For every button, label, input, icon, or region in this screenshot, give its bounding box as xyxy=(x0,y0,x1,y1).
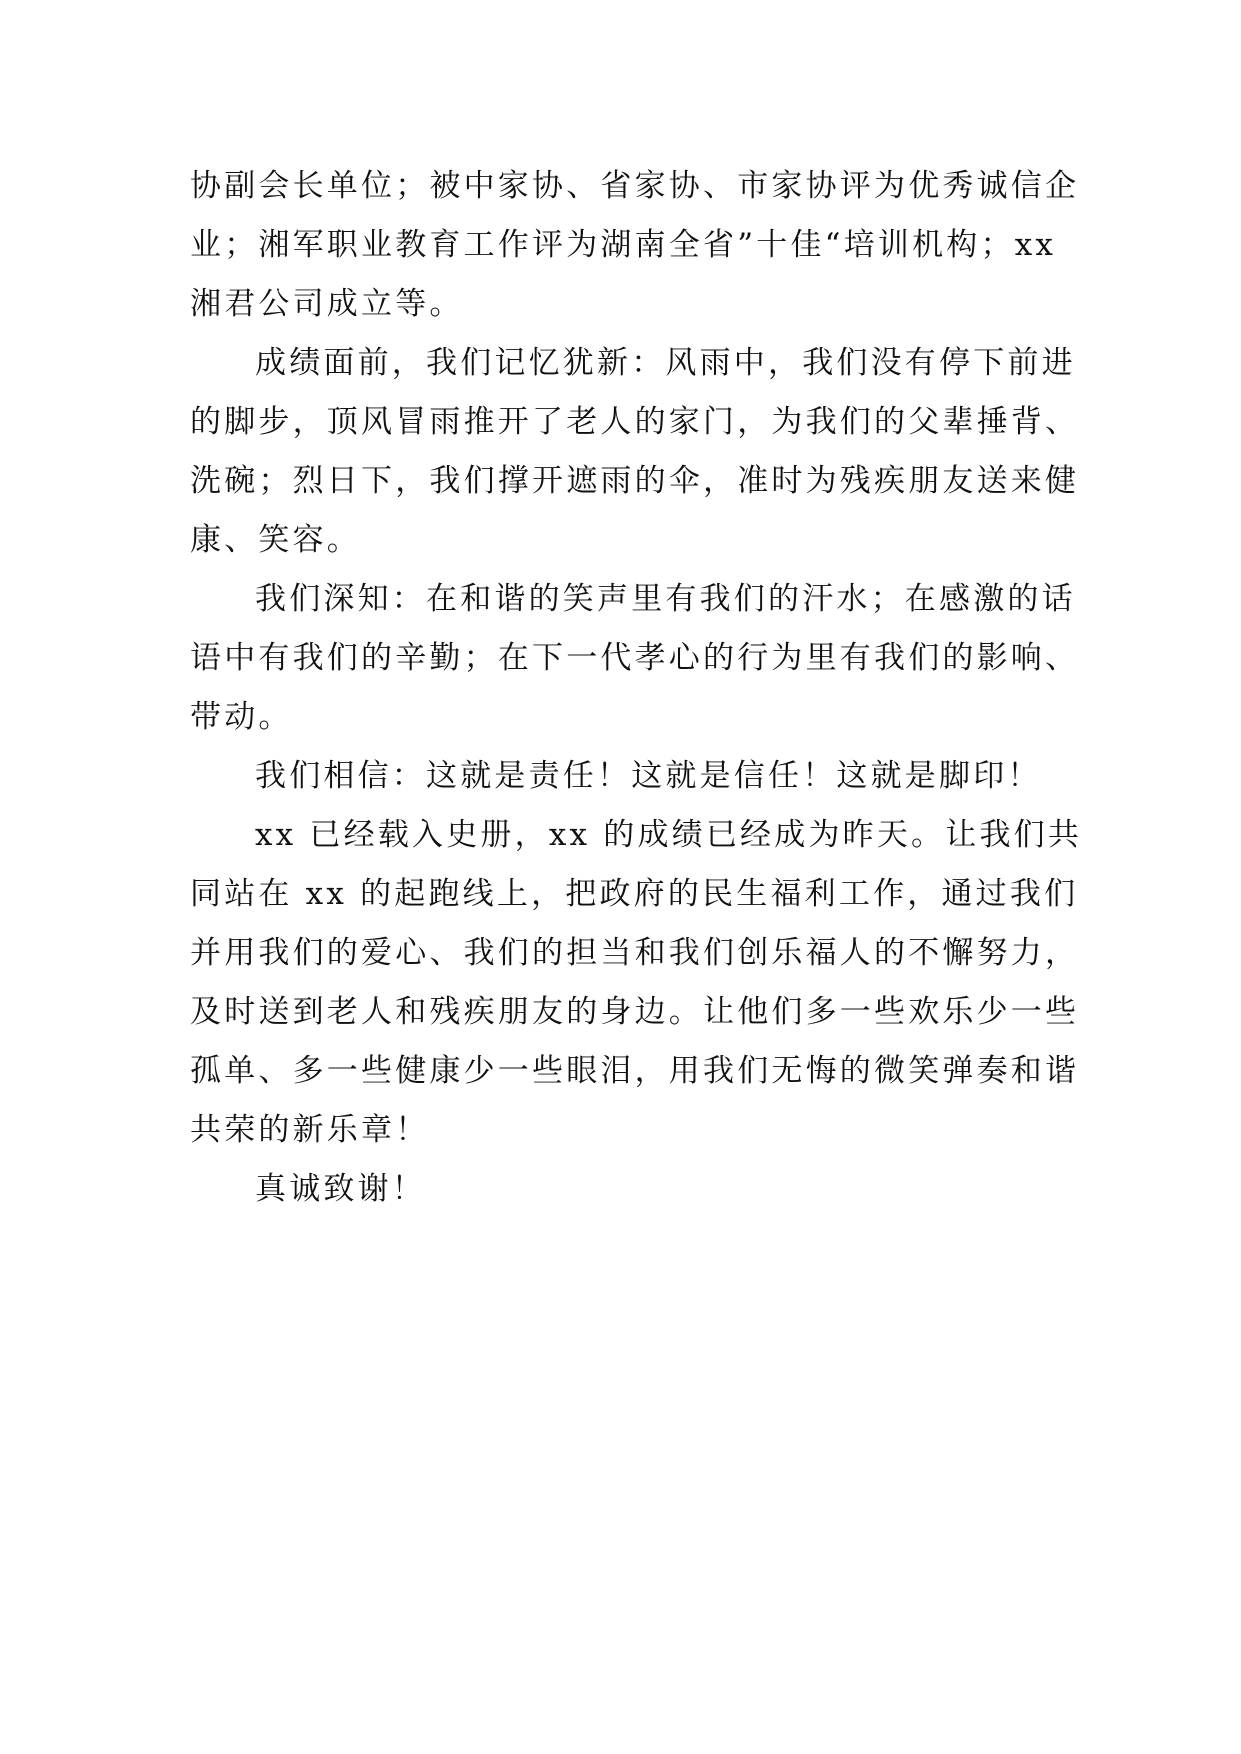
text-line: xx 已经载入史册，xx 的成绩已经成为昨天。让我们共 xyxy=(255,817,1083,853)
text-line: 洗碗；烈日下，我们撑开遮雨的伞，准时为残疾朋友送来健 xyxy=(190,463,1080,499)
text-line: 孤单、多一些健康少一些眼泪，用我们无悔的微笑弹奏和谐 xyxy=(190,1053,1080,1089)
text-line: 真诚致谢！ xyxy=(255,1171,426,1207)
text-line: 带动。 xyxy=(190,699,293,735)
text-line: 协副会长单位；被中家协、省家协、市家协评为优秀诚信企 xyxy=(190,168,1080,204)
text-line: 语中有我们的辛勤；在下一代孝心的行为里有我们的影响、 xyxy=(190,640,1080,676)
text-line: 的脚步，顶风冒雨推开了老人的家门，为我们的父辈捶背、 xyxy=(190,404,1080,440)
text-line: 同站在 xx 的起跑线上，把政府的民生福利工作，通过我们 xyxy=(190,876,1079,912)
text-line: 成绩面前，我们记忆犹新：风雨中，我们没有停下前进 xyxy=(255,345,1076,381)
text-line: 康、笑容。 xyxy=(190,522,361,558)
text-line: 湘君公司成立等。 xyxy=(190,286,464,322)
text-line: 我们深知：在和谐的笑声里有我们的汗水；在感激的话 xyxy=(255,581,1076,617)
text-line: 我们相信：这就是责任！这就是信任！这就是脚印！ xyxy=(255,758,1042,794)
text-line: 并用我们的爱心、我们的担当和我们创乐福人的不懈努力， xyxy=(190,935,1080,971)
text-line: 及时送到老人和残疾朋友的身边。让他们多一些欢乐少一些 xyxy=(190,994,1080,1030)
text-line: 业；湘军职业教育工作评为湖南全省”十佳“培训机构；xx xyxy=(190,227,1057,263)
text-line: 共荣的新乐章！ xyxy=(190,1112,430,1148)
